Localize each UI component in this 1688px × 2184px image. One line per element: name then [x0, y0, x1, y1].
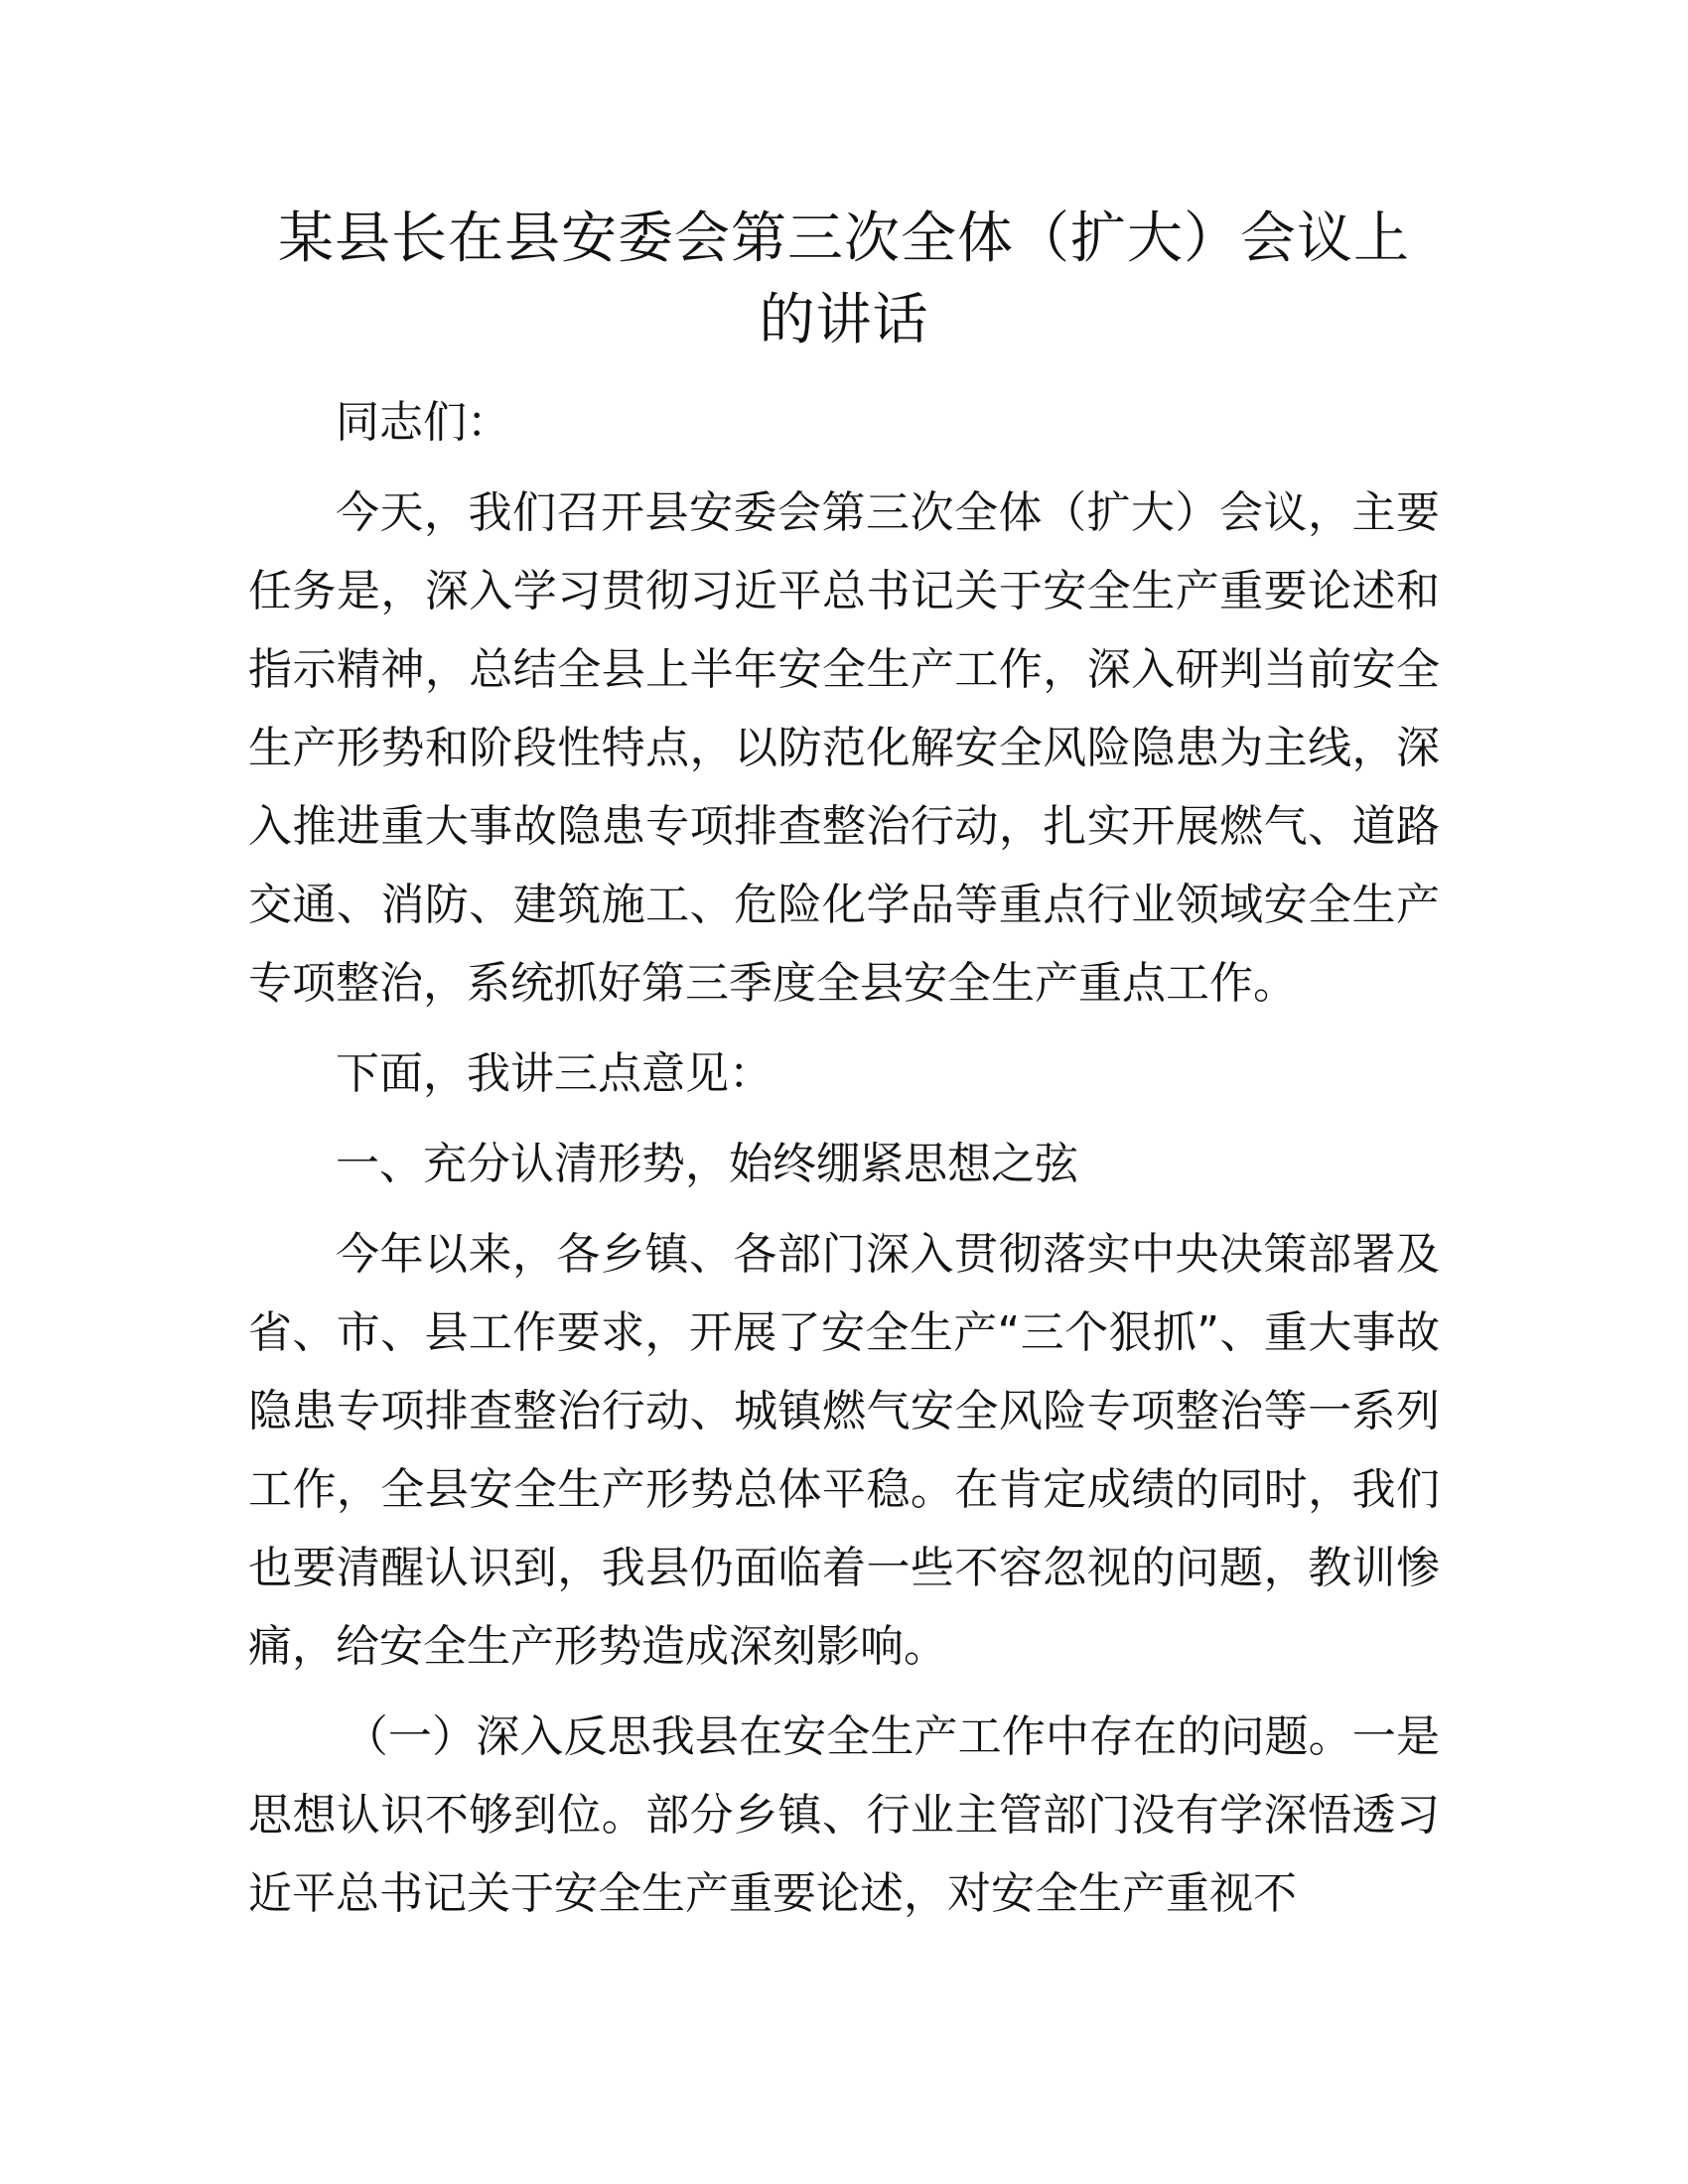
paragraph-subsection-1: （一）深入反思我县在安全生产工作中存在的问题。一是思想认识不够到位。部分乡镇、行业主管部门没有学深悟透习近平总书记关于安全生产重要论述，对安全生产重视不 — [248, 1711, 1440, 1919]
title-line-1: 某县长在县安委会第三次全体（扩大）会议上 — [278, 206, 1410, 271]
paragraph-intro: 今天，我们召开县安委会第三次全体（扩大）会议，主要任务是，深入学习贯彻习近平总书记关于安全生产重要论述和指示精神，总结全县上半年安全生产工作，深入研判当前安全生产形势和阶段性特点，以防范化解安全风险隐患为主线，深入推进重大事故隐患专项排查整治行动，扎实开展燃气、道路交通、消防、建筑施工、危险化学品等重点行业领域安全生产专项整治，系统抓好第三季度全县安全生产重点工作。 — [248, 487, 1440, 1009]
salutation: 同志们： — [336, 397, 510, 448]
paragraph-transition: 下面，我讲三点意见： — [336, 1048, 773, 1099]
document-page — [248, 199, 1440, 1933]
title-line-2: 的讲话 — [759, 288, 929, 352]
document-body — [248, 383, 1440, 1933]
document-title — [248, 199, 1440, 361]
paragraph-situation: 今年以来，各乡镇、各部门深入贯彻落实中央决策部署及省、市、县工作要求，开展了安全生产“三个狠抓”、重大事故隐患专项排查整治行动、城镇燃气安全风险专项整治等一系列工作，全县安全生产形势总体平稳。在肯定成绩的同时，我们也要清醒认识到，我县仍面临着一些不容忽视的问题，教训惨痛，给安全生产形势造成深刻影响。 — [248, 1229, 1440, 1672]
section-heading-1: 一、充分认清形势，始终绷紧思想之弦 — [336, 1139, 1078, 1189]
